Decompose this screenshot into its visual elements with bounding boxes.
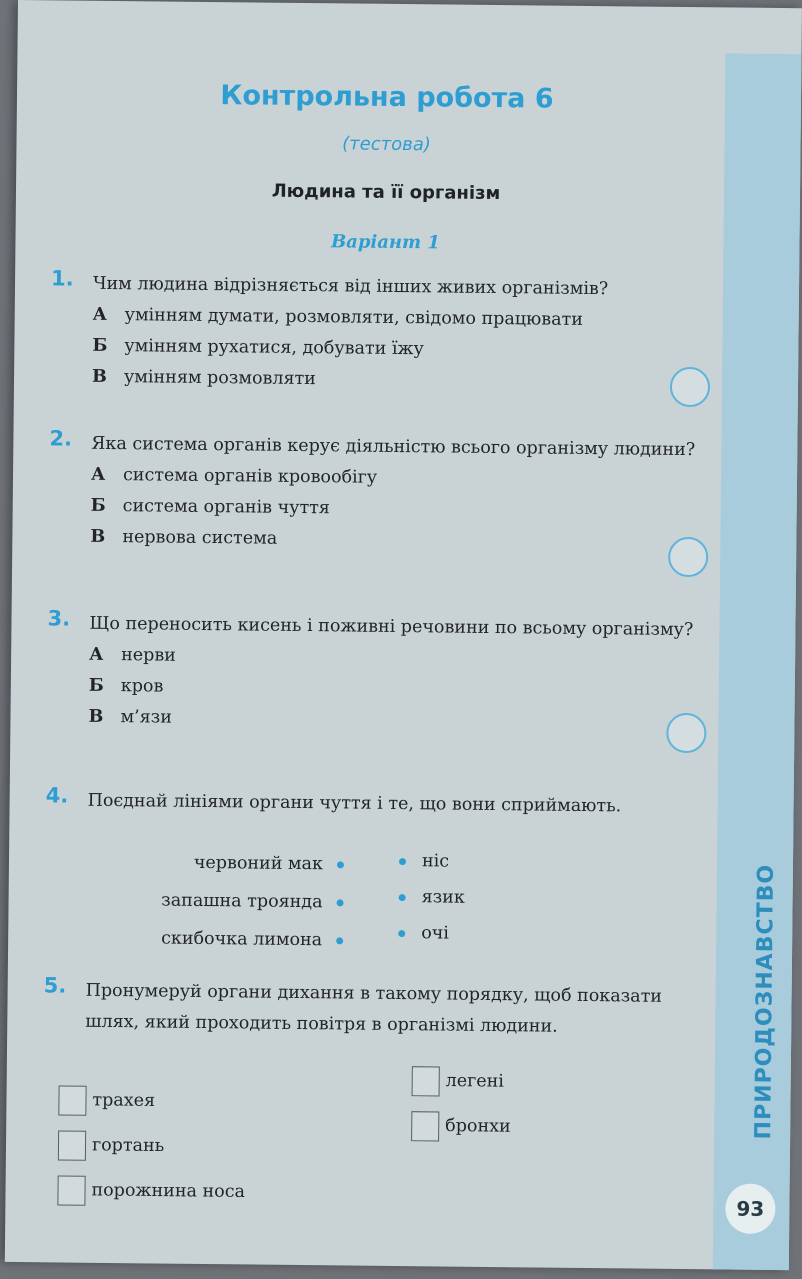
question-text: Поєднай лініями органи чуття і те, що вони сприймають.	[87, 790, 622, 817]
answer-circle[interactable]	[666, 713, 706, 753]
option-letter: Б	[90, 495, 106, 516]
option-text: система органів кровообігу	[122, 465, 378, 488]
question-number: 2.	[49, 426, 73, 451]
option-text: кров	[120, 676, 164, 697]
order-item-label: порожнина носа	[91, 1180, 246, 1202]
match-right-text: язик	[421, 887, 465, 908]
option-text: м’язи	[120, 707, 173, 728]
option-letter: Б	[88, 675, 104, 696]
option-letter: В	[91, 366, 107, 387]
option-text: умінням думати, розмовляти, свідомо працювати	[124, 305, 584, 330]
option-c[interactable]	[88, 702, 696, 739]
order-item-larynx[interactable]	[58, 1130, 165, 1161]
order-item-label: бронхи	[445, 1116, 511, 1137]
match-left-item[interactable]	[161, 929, 343, 951]
match-dot[interactable]	[398, 930, 405, 937]
subject-label: ПРИРОДОЗНАВСТВО	[751, 863, 779, 1140]
question-4	[45, 785, 695, 823]
option-text: умінням рухатися, добувати їжу	[124, 336, 424, 360]
order-item-trachea[interactable]	[58, 1085, 155, 1116]
order-item-bronchi[interactable]	[411, 1111, 511, 1142]
match-left-item[interactable]	[161, 891, 344, 913]
question-text: Чим людина відрізняється від інших живих організмів?	[92, 273, 609, 300]
answer-circle[interactable]	[668, 537, 708, 577]
match-left-item[interactable]	[194, 853, 344, 875]
match-dot[interactable]	[399, 894, 406, 901]
workbook-page	[5, 0, 802, 1270]
match-right-item[interactable]	[399, 887, 465, 908]
topic-heading: Людина та її організм	[271, 180, 501, 205]
question-text: Що переносить кисень і поживні речовини по всьому організму?	[89, 613, 694, 641]
option-letter: А	[90, 464, 106, 485]
order-item-label: легені	[445, 1071, 505, 1092]
question-3	[46, 608, 697, 739]
match-right-item[interactable]	[399, 851, 449, 872]
order-item-label: гортань	[91, 1135, 165, 1157]
option-text: нервова система	[122, 527, 278, 549]
match-left-text: червоний мак	[193, 852, 324, 875]
match-left-text: скибочка лимона	[161, 928, 323, 951]
option-text: система органів чуття	[122, 496, 331, 519]
option-letter: А	[89, 644, 104, 665]
page-subtitle: (тестова)	[342, 133, 431, 156]
question-number: 3.	[47, 606, 71, 631]
question-number: 5.	[43, 973, 67, 998]
variant-heading: Варіант 1	[330, 231, 441, 254]
option-letter: Б	[92, 335, 108, 356]
match-left-text: запашна троянда	[161, 890, 323, 913]
option-c[interactable]	[92, 362, 700, 399]
question-2	[48, 428, 699, 559]
number-box[interactable]	[58, 1130, 86, 1160]
option-letter: В	[88, 706, 104, 727]
answer-circle[interactable]	[670, 367, 710, 407]
match-dot[interactable]	[337, 899, 344, 906]
order-item-nasal-cavity[interactable]	[57, 1175, 245, 1207]
matching-exercise	[68, 846, 629, 962]
number-box[interactable]	[58, 1085, 86, 1115]
number-box[interactable]	[412, 1066, 440, 1096]
option-letter: А	[92, 304, 108, 325]
page-title: Контрольна робота 6	[220, 80, 554, 115]
order-item-label: трахея	[92, 1090, 156, 1111]
match-right-item[interactable]	[398, 923, 449, 944]
match-right-text: очі	[421, 923, 450, 944]
option-letter: В	[90, 526, 106, 547]
match-dot[interactable]	[399, 858, 406, 865]
question-number: 1.	[50, 266, 74, 291]
option-text: умінням розмовляти	[123, 367, 316, 390]
question-text: Яка система органів керує діяльністю всього організму людини?	[91, 433, 696, 461]
question-text: Пронумеруй органи дихання в такому порядку, щоб показати шлях, який проходить повітря в організмі людини.	[85, 980, 663, 1037]
option-c[interactable]	[90, 522, 698, 559]
order-item-lungs[interactable]	[412, 1066, 505, 1097]
number-box[interactable]	[57, 1175, 85, 1205]
option-text: нерви	[121, 645, 176, 666]
question-1	[50, 268, 701, 399]
question-5	[43, 975, 694, 1044]
match-dot[interactable]	[336, 937, 343, 944]
match-right-text: ніс	[421, 851, 450, 872]
match-dot[interactable]	[337, 861, 344, 868]
page-number: 93	[725, 1183, 776, 1234]
question-number: 4.	[45, 783, 69, 808]
number-box[interactable]	[411, 1111, 439, 1141]
